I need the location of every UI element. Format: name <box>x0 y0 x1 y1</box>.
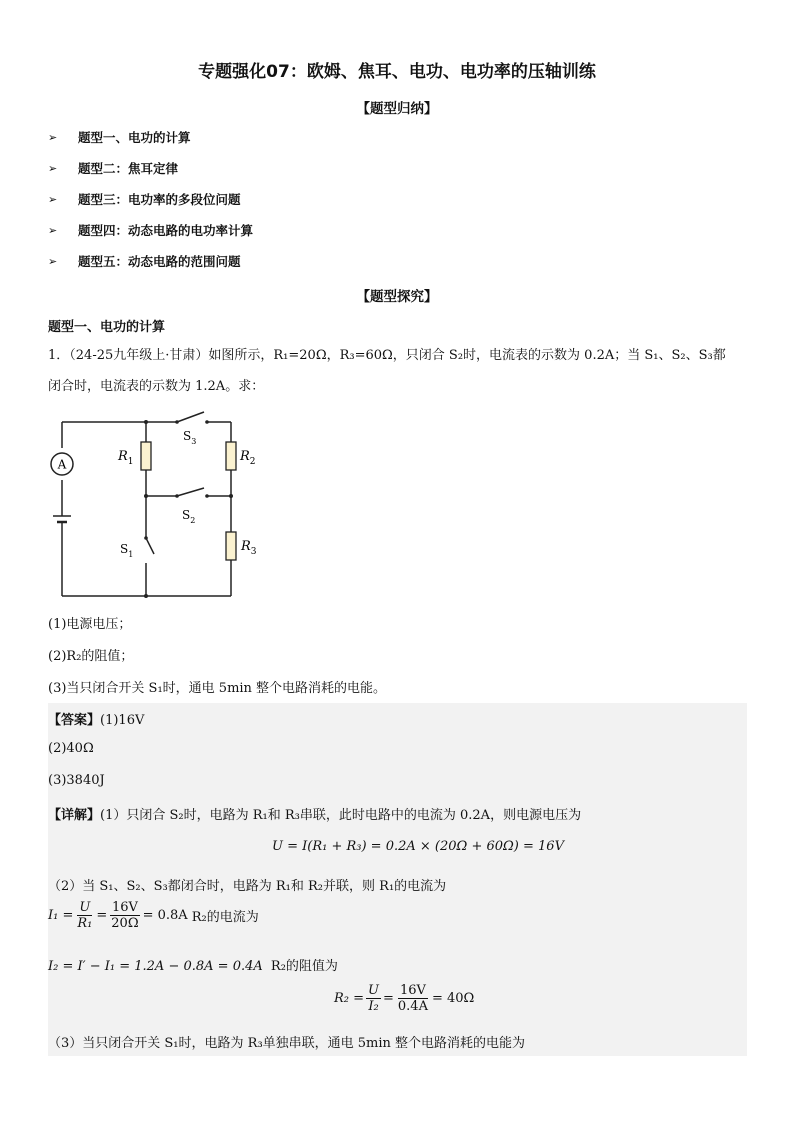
eq-tail: R₂的阻值为 <box>270 959 338 974</box>
fraction <box>75 900 94 931</box>
toc-item-label: 题型一、电功的计算 <box>78 130 191 145</box>
bullet-arrow-icon: ➢ <box>48 223 58 237</box>
toc-item-label: 题型四：动态电路的电功率计算 <box>78 223 254 238</box>
answer-line-3: (3)3840J <box>48 773 105 788</box>
label-r2: $R_2$ <box>240 449 256 467</box>
question-line: 1．（24-25九年级上·甘肃）如图所示，R₁=20Ω，R₃=60Ω，只闭合 S₂时，电流表的示数为 0.2A；当 S₁、S₂、S₃都 <box>48 348 726 363</box>
resistor-r3 <box>226 532 236 560</box>
detail-line-1 <box>48 804 581 823</box>
toc-item-label: 题型三：电功率的多段位问题 <box>78 192 241 207</box>
eq-part: = 0.8A <box>142 908 188 923</box>
answer-value: (1)16V <box>100 713 145 728</box>
toc-item <box>48 190 241 208</box>
equation-3 <box>48 955 338 974</box>
summary-heading: 【题型归纳】 <box>356 101 438 117</box>
ammeter-label: A <box>57 457 67 472</box>
toc-item <box>48 159 178 177</box>
fraction <box>366 983 381 1014</box>
equation-4: R₂ = $\frac{U}{\text{I₂}}$ = $\frac{16V}{0.4A}$ = 40Ω <box>334 983 475 1014</box>
eq-part: I₂ = I′ − I₁ = 1.2A − 0.8A = 0.4A <box>48 959 263 974</box>
eq-part: R₂ = <box>334 991 365 1006</box>
toc-item <box>48 128 191 146</box>
fraction <box>396 983 430 1014</box>
answer-line-1 <box>48 709 144 728</box>
frac-den: 0.4A <box>397 999 428 1014</box>
page-title: 专题强化07：欧姆、焦耳、电功、电功率的压轴训练 <box>198 62 596 82</box>
answer-label: 【答案】 <box>48 713 101 728</box>
detail-text: (1）只闭合 S₂时，电路为 R₁和 R₃串联，此时电路中的电流为 0.2A，则电源电压为 <box>100 808 582 823</box>
bullet-arrow-icon: ➢ <box>48 254 58 268</box>
label-s2: $S_2$ <box>182 508 196 525</box>
label-r3: $R_3$ <box>241 539 257 557</box>
toc-item-label: 题型五：动态电路的范围问题 <box>78 254 241 269</box>
frac-num: 16V <box>399 983 426 998</box>
sub-question: (2)R₂的阻值； <box>48 649 134 664</box>
eq-part: I₁ = <box>48 908 74 923</box>
resistor-r1 <box>141 442 151 470</box>
frac-num: U <box>79 900 91 915</box>
label-r1: $R_1$ <box>118 449 134 467</box>
resistor-r2 <box>226 442 236 470</box>
detail-line-3: （3）当只闭合开关 S₁时，电路为 R₃单独串联，通电 5min 整个电路消耗的电能为 <box>48 1036 526 1051</box>
label-s1: $S_1$ <box>120 542 134 559</box>
equation-2: I₁ = $\frac{U}{\text{R₁}}$ = $\frac{16V}{20\Omega}$ = 0.8A R₂的电流为 <box>48 900 259 931</box>
fraction <box>109 900 140 931</box>
battery-icon <box>53 516 71 530</box>
equation-1: U = I(R₁ + R₃) = 0.2A × (20Ω + 60Ω) = 16V <box>272 839 564 854</box>
sub-question: (1)电源电压； <box>48 617 132 632</box>
question-line: 闭合时，电流表的示数为 1.2A。求： <box>48 379 265 394</box>
bullet-arrow-icon: ➢ <box>48 161 58 175</box>
toc-item-label: 题型二：焦耳定律 <box>78 161 179 176</box>
frac-num: 16V <box>111 900 138 915</box>
answer-panel <box>48 703 747 1056</box>
detail-line-2: （2）当 S₁、S₂、S₃都闭合时，电路为 R₁和 R₂并联，则 R₁的电流为 <box>48 879 447 894</box>
eq-part: = 40Ω <box>431 991 475 1006</box>
detail-label: 【详解】 <box>48 808 101 823</box>
frac-den: 20Ω <box>111 916 139 931</box>
eq-tail: R₂的电流为 <box>191 910 259 925</box>
frac-num: U <box>368 983 379 998</box>
toc-item <box>48 252 241 270</box>
bullet-arrow-icon: ➢ <box>48 192 58 206</box>
sub-question: (3)当只闭合开关 S₁时，通电 5min 整个电路消耗的电能。 <box>48 681 387 696</box>
question-text <box>48 345 748 398</box>
frac-den: R₁ <box>77 916 93 931</box>
answer-line-2: (2)40Ω <box>48 741 94 756</box>
bullet-arrow-icon: ➢ <box>48 130 58 144</box>
explore-heading: 【题型探究】 <box>356 289 438 305</box>
circuit-diagram <box>44 408 257 600</box>
label-s3: $S_3$ <box>183 429 197 446</box>
toc-item <box>48 221 253 239</box>
type-heading: 题型一、电功的计算 <box>48 320 166 335</box>
frac-den: I₂ <box>368 999 379 1014</box>
